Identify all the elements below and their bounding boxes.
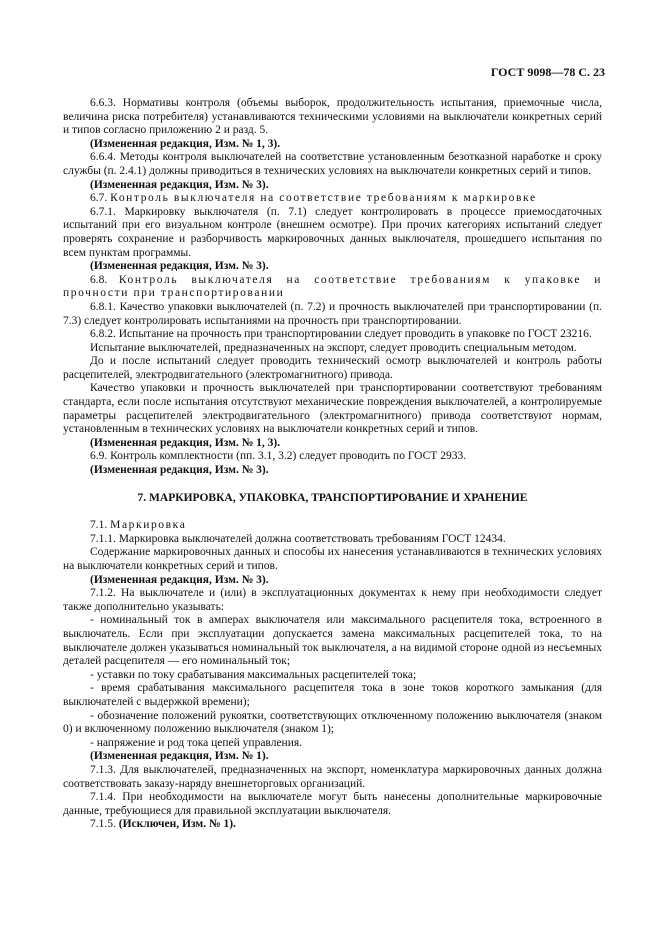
- subsection-title: Контроль выключателя на соответствие требованиям к упаковке и прочности при транспортировании: [63, 273, 603, 300]
- clause-paragraph: - напряжение и род тока цепей управления.: [90, 736, 303, 749]
- clause-paragraph: Качество упаковки и прочность выключателей при транспортировании соответствуют требованиям стандарта, если после испытания отсутствуют механические повреждения выключателей, а контролируемые параметры расцепителей электродвигательного (электромагнитного) привода соответствуют нормам, установленным в технических условиях на выключатели конкретных серий и типов.: [63, 382, 602, 436]
- clause-paragraph: 7.1.3. Для выключателей, предназначенных на экспорт, номенклатура маркировочных данных должна соответствовать заказу-наряду внешнеторговых организаций.: [63, 763, 602, 790]
- amendment-note: (Измененная редакция, Изм. № 3).: [90, 178, 269, 191]
- amendment-note: (Измененная редакция, Изм. № 1).: [90, 750, 269, 763]
- subsection-title: Маркировка: [110, 519, 187, 532]
- clause-paragraph: Содержание маркировочных данных и способы их нанесения устанавливаются в технических условиях на выключатели конкретных серий и типов.: [63, 546, 602, 572]
- clause-number: 6.8.: [90, 273, 108, 286]
- clause-paragraph: 6.6.4. Методы контроля выключателей на соответствие установленным безотказной наработке и сроку службы (п. 2.4.1) должны приводиться в технических условиях на выключатели конкретных серий и типов.: [63, 151, 602, 177]
- clause-paragraph: - время срабатывания максимального расцепителя тока в зоне токов короткого замыкания (для выключателей с выдержкой времени);: [63, 682, 602, 708]
- clause-number: 7.1.: [90, 519, 108, 532]
- amendment-note: (Измененная редакция, Изм. № 3).: [90, 260, 269, 273]
- clause-number: 7.1.5.: [90, 818, 116, 831]
- clause-paragraph: 6.6.3. Нормативы контроля (объемы выборок, продолжительность испытания, приемочные числа, величина риска потребителя) устанавливаются техническими условиями на выключатели конкретных серий и типов согласно приложению 2 и разд. 5.: [63, 97, 602, 137]
- clause-paragraph: 6.8.2. Испытание на прочность при транспортировании следует проводить в упаковке по ГОСТ 23216.: [90, 328, 592, 341]
- amendment-note: (Исключен, Изм. № 1).: [118, 818, 236, 831]
- clause-number: 6.7.: [90, 192, 108, 205]
- amendment-note: (Измененная редакция, Изм. № 3).: [90, 573, 269, 586]
- clause-paragraph: 7.1.1. Маркировка выключателей должна соответствовать требованиям ГОСТ 12434.: [90, 532, 506, 545]
- clause-paragraph: - уставки по току срабатывания максимальных расцепителей тока;: [90, 668, 417, 681]
- clause-paragraph: - номинальный ток в амперах выключателя или максимального расцепителя тока, встроенного в выключатель. Если при эксплуатации допускается замена максимальных расцепителей тока, то на выключателе должен указываться номинальный ток выключателя, а на видимой стороне одной из несъемных деталей расцепителя — его номинальный ток;: [63, 614, 602, 668]
- amendment-note: (Измененная редакция, Изм. № 3).: [90, 464, 269, 477]
- clause-paragraph: До и после испытаний следует проводить технический осмотр выключателей и контроль работы расцепителей, электродвигательного (электромагнитного) привода.: [63, 355, 602, 381]
- clause-paragraph: 7.1.4. При необходимости на выключателе могут быть нанесены дополнительные маркировочные данные, требующиеся для правильной эксплуатации выключателя.: [63, 791, 602, 817]
- subsection-heading: [63, 519, 602, 533]
- clause-paragraph: Испытание выключателей, предназначенных на экспорт, следует проводить специальным методом.: [90, 341, 577, 354]
- subsection-title: Контроль выключателя на соответствие требованиям к маркировке: [110, 192, 537, 205]
- subsection-heading: [63, 192, 602, 206]
- clause-paragraph: 6.8.1. Качество упаковки выключателей (п. 7.2) и прочность выключателей при транспортировании (п. 7.3) следует контролировать испытаниями на прочность при транспортировании.: [63, 300, 602, 327]
- clause-paragraph: 6.9. Контроль комплектности (пп. 3.1, 3.2) следует проводить по ГОСТ 2933.: [90, 450, 467, 463]
- clause-paragraph: 6.7.1. Маркировку выключателя (п. 7.1) следует контролировать в процессе приемосдаточных испытаний при его визуальном контроле (внешнем осмотре). При прочих категориях испытаний следует проверять сохранение и разборчивость маркировочных данных выключателя, прошедшего испытания по всем пунктам программы.: [63, 205, 602, 259]
- subsection-heading: [63, 274, 602, 301]
- section-title: 7. МАРКИРОВКА, УПАКОВКА, ТРАНСПОРТИРОВАНИЕ И ХРАНЕНИЕ: [137, 491, 528, 504]
- clause-paragraph: [63, 818, 602, 832]
- page-header: ГОСТ 9098—78 С. 23: [490, 65, 605, 79]
- amendment-note: (Измененная редакция, Изм. № 1, 3).: [90, 137, 281, 150]
- document-body: [63, 97, 602, 832]
- amendment-note: (Измененная редакция, Изм. № 1, 3).: [90, 436, 281, 449]
- clause-paragraph: 7.1.2. На выключателе и (или) в эксплуатационных документах к нему при необходимости следует также дополнительно указывать:: [63, 587, 602, 613]
- clause-paragraph: - обозначение положений рукоятки, соответствующих отключенному положению выключателя (знаком 0) и включенному положению выключателя (знаком 1);: [63, 709, 602, 736]
